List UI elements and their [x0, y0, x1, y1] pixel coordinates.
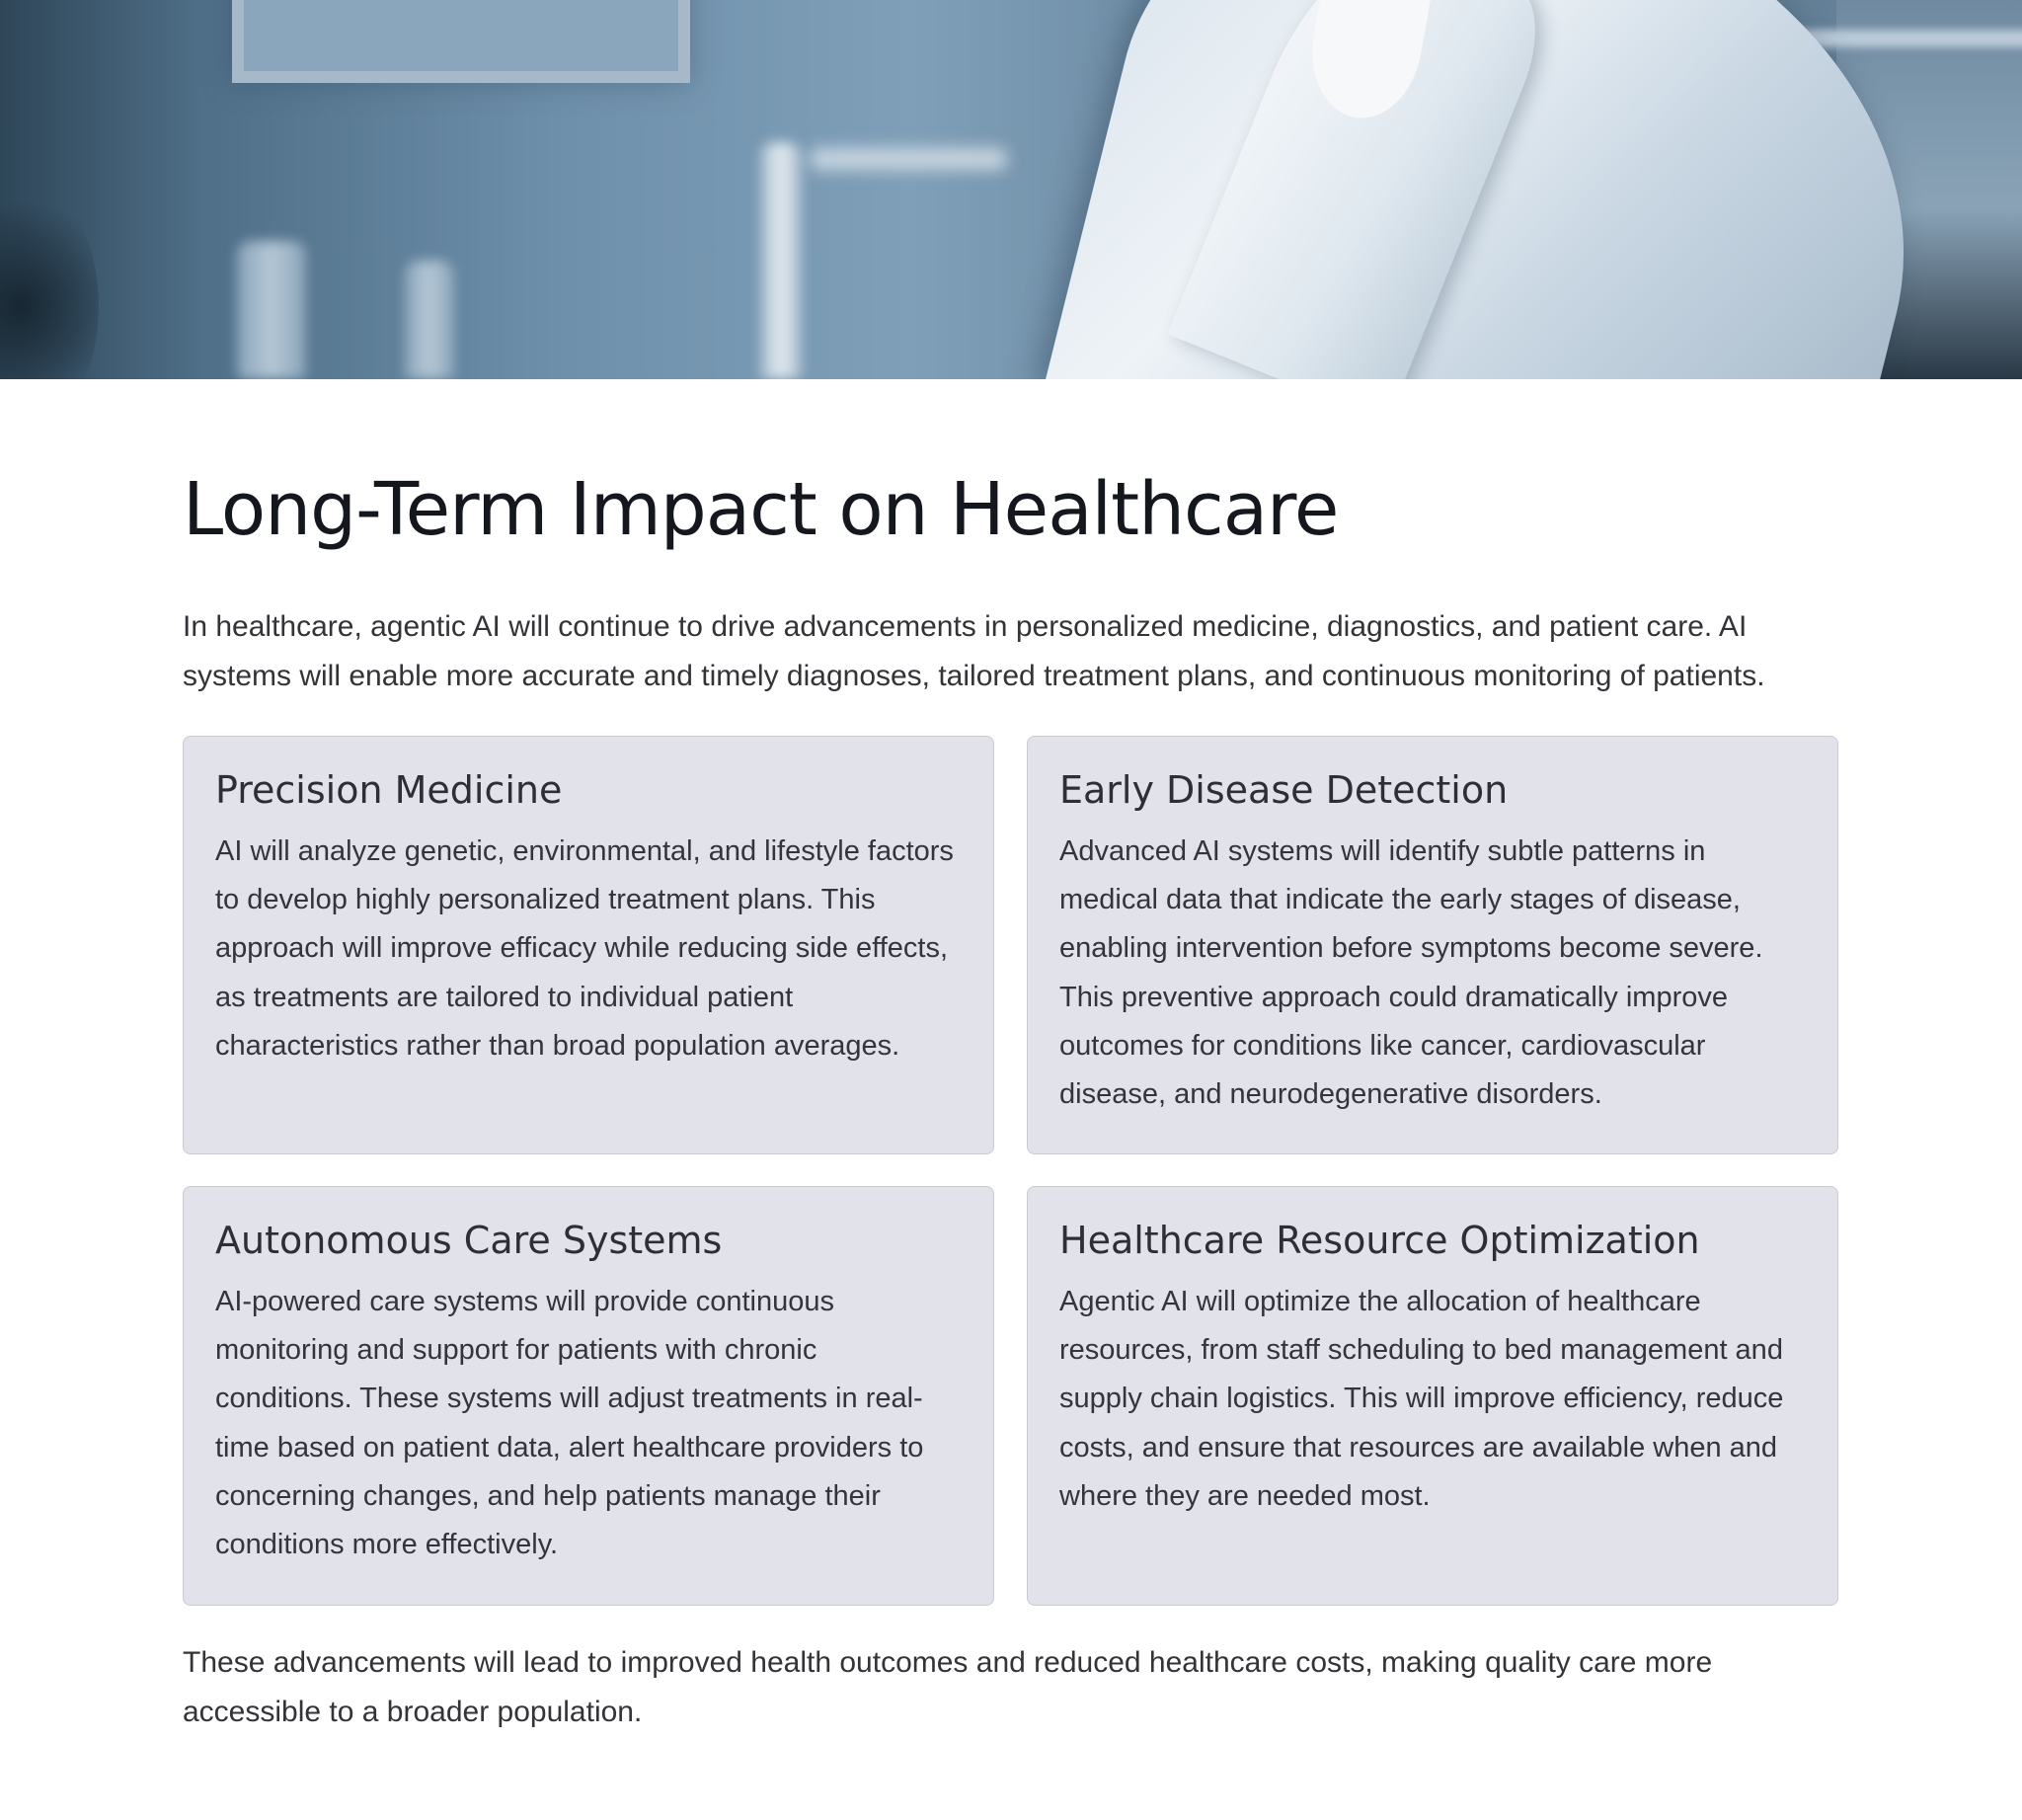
card-title: Healthcare Resource Optimization — [1059, 1219, 1700, 1262]
card-early-disease-detection — [1027, 736, 1838, 1154]
card-autonomous-care-systems — [183, 1186, 994, 1606]
card-title: Precision Medicine — [215, 768, 563, 812]
hero-shelf-shape — [810, 148, 1007, 170]
hero-bottle-shape — [237, 241, 306, 379]
hero-image — [0, 0, 2022, 379]
page-title: Long-Term Impact on Healthcare — [183, 467, 1339, 552]
card-body: AI will analyze genetic, environmental, and lifestyle factors to develop highly personalized treatment plans. This approach will improve efficacy while reducing side effects, as treatments are tailored to individual patient characteristics rather than broad population averages. — [215, 835, 954, 1062]
hero-bottle-shape — [405, 261, 454, 379]
card-title: Early Disease Detection — [1059, 768, 1509, 812]
card-body: Agentic AI will optimize the allocation of healthcare resources, from staff scheduling to bed management and supply chain logistics. This will improve efficiency, reduce costs, and ensure that resources are available when and where they are needed most. — [1059, 1286, 1784, 1512]
card-body: AI-powered care systems will provide continuous monitoring and support for patients with chronic conditions. These systems will adjust treatments in real-time based on patient data, alert healthcare providers to concerning changes, and help patients manage their conditions more effectively. — [215, 1286, 924, 1561]
card-body: Advanced AI systems will identify subtle patterns in medical data that indicate the early stages of disease, enabling intervention before symptoms become severe. This preventive approach could dramatically improve outcomes for conditions like cancer, cardiovascular disease, and neurodegenerative disorders. — [1059, 835, 1763, 1111]
hero-shadow-shape — [0, 178, 99, 379]
card-resource-optimization — [1027, 1186, 1838, 1606]
hero-bottle-shape — [760, 142, 802, 379]
card-precision-medicine — [183, 736, 994, 1154]
card-title: Autonomous Care Systems — [215, 1219, 723, 1262]
wall-frame-shape — [232, 0, 690, 83]
intro-paragraph: In healthcare, agentic AI will continue to drive advancements in personalized medicine, diagnostics, and patient care. AI systems will enable more accurate and timely diagnoses, tailored treatment plans, and continuous monitoring of patients. — [183, 610, 1765, 692]
closing-paragraph: These advancements will lead to improved health outcomes and reduced healthcare costs, making quality care more accessible to a broader population. — [183, 1646, 1713, 1728]
